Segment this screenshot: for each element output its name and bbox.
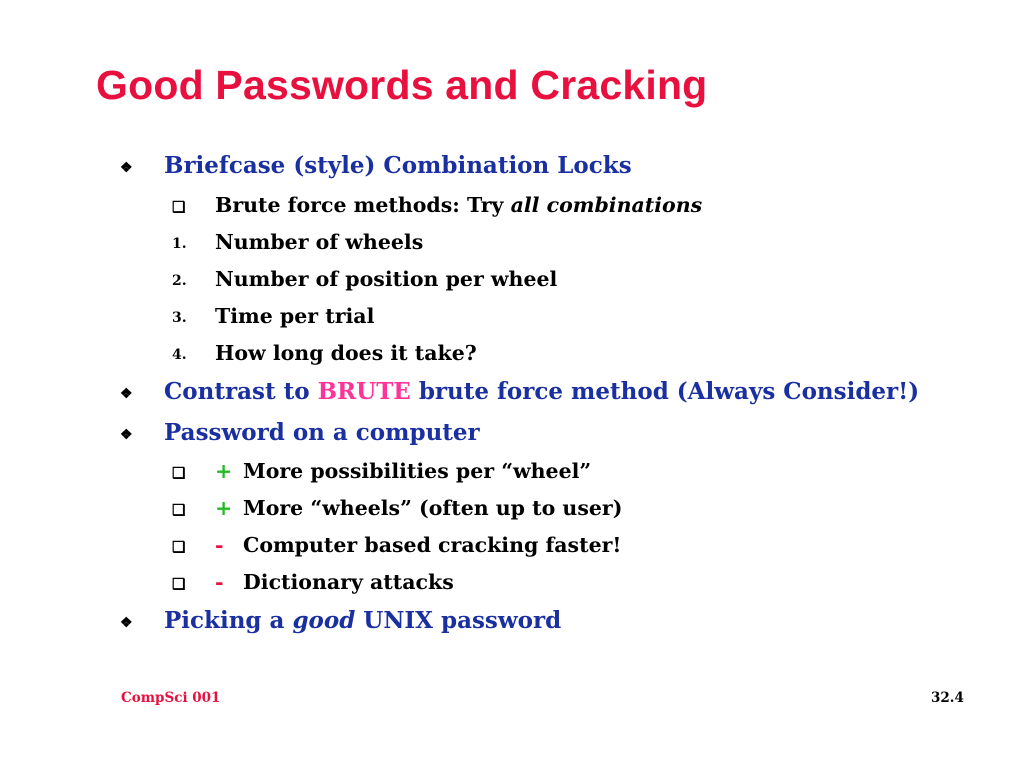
bullet-text: Briefcase (style) Combination Locks bbox=[164, 152, 632, 179]
emphasis-text: good bbox=[292, 607, 356, 634]
square-bullet-icon: ❑ bbox=[172, 501, 186, 519]
list-number: 1. bbox=[172, 236, 187, 252]
sub-bullet-wheels bbox=[215, 496, 622, 520]
footer-course: CompSci 001 bbox=[121, 690, 221, 706]
numbered-item-text: Number of position per wheel bbox=[215, 267, 558, 291]
slide-title: Good Passwords and Cracking bbox=[96, 62, 708, 108]
square-bullet-icon: ❑ bbox=[172, 575, 186, 593]
numbered-item bbox=[215, 230, 423, 254]
sub-bullet-dictionary bbox=[215, 570, 454, 594]
bullet-text: Picking a bbox=[164, 607, 293, 634]
sub-bullet-text: More “wheels” (often up to user) bbox=[243, 496, 623, 520]
sub-bullet-possibilities bbox=[215, 459, 591, 483]
plus-sign: + bbox=[215, 496, 233, 520]
square-bullet-icon: ❑ bbox=[172, 464, 186, 482]
diamond-bullet-icon: ❖ bbox=[120, 160, 133, 176]
bullet-contrast bbox=[164, 378, 919, 405]
sub-bullet-text: More possibilities per “wheel” bbox=[243, 459, 592, 483]
sub-bullet-text: Computer based cracking faster! bbox=[243, 533, 622, 557]
minus-sign: - bbox=[215, 533, 224, 557]
sub-bullet-text: Dictionary attacks bbox=[243, 570, 454, 594]
sub-bullet-text: Brute force methods: Try bbox=[215, 193, 511, 217]
list-number: 3. bbox=[172, 310, 187, 326]
sub-bullet-cracking-faster bbox=[215, 533, 621, 557]
emphasis-text: all combinations bbox=[510, 193, 703, 217]
list-number: 2. bbox=[172, 273, 187, 289]
square-bullet-icon: ❑ bbox=[172, 198, 186, 216]
numbered-item-text: How long does it take? bbox=[215, 341, 477, 365]
plus-sign: + bbox=[215, 459, 233, 483]
minus-sign: - bbox=[215, 570, 224, 594]
brute-highlight: BRUTE bbox=[317, 378, 411, 405]
bullet-unix-password bbox=[164, 607, 561, 634]
list-number: 4. bbox=[172, 347, 187, 363]
bullet-briefcase-locks bbox=[164, 152, 632, 179]
numbered-item bbox=[215, 267, 557, 291]
bullet-text: brute force method (Always Consider!) bbox=[410, 378, 920, 405]
bullet-text: UNIX password bbox=[355, 607, 562, 634]
sub-bullet-brute-force bbox=[215, 193, 702, 217]
diamond-bullet-icon: ❖ bbox=[120, 427, 133, 443]
diamond-bullet-icon: ❖ bbox=[120, 615, 133, 631]
numbered-item bbox=[215, 304, 374, 328]
slide-number: 32.4 bbox=[931, 690, 964, 706]
bullet-text: Password on a computer bbox=[164, 419, 480, 446]
numbered-item-text: Number of wheels bbox=[215, 230, 424, 254]
bullet-password-computer bbox=[164, 419, 480, 446]
numbered-item-text: Time per trial bbox=[215, 304, 375, 328]
numbered-item bbox=[215, 341, 477, 365]
square-bullet-icon: ❑ bbox=[172, 538, 186, 556]
bullet-text: Contrast to bbox=[164, 378, 318, 405]
diamond-bullet-icon: ❖ bbox=[120, 386, 133, 402]
